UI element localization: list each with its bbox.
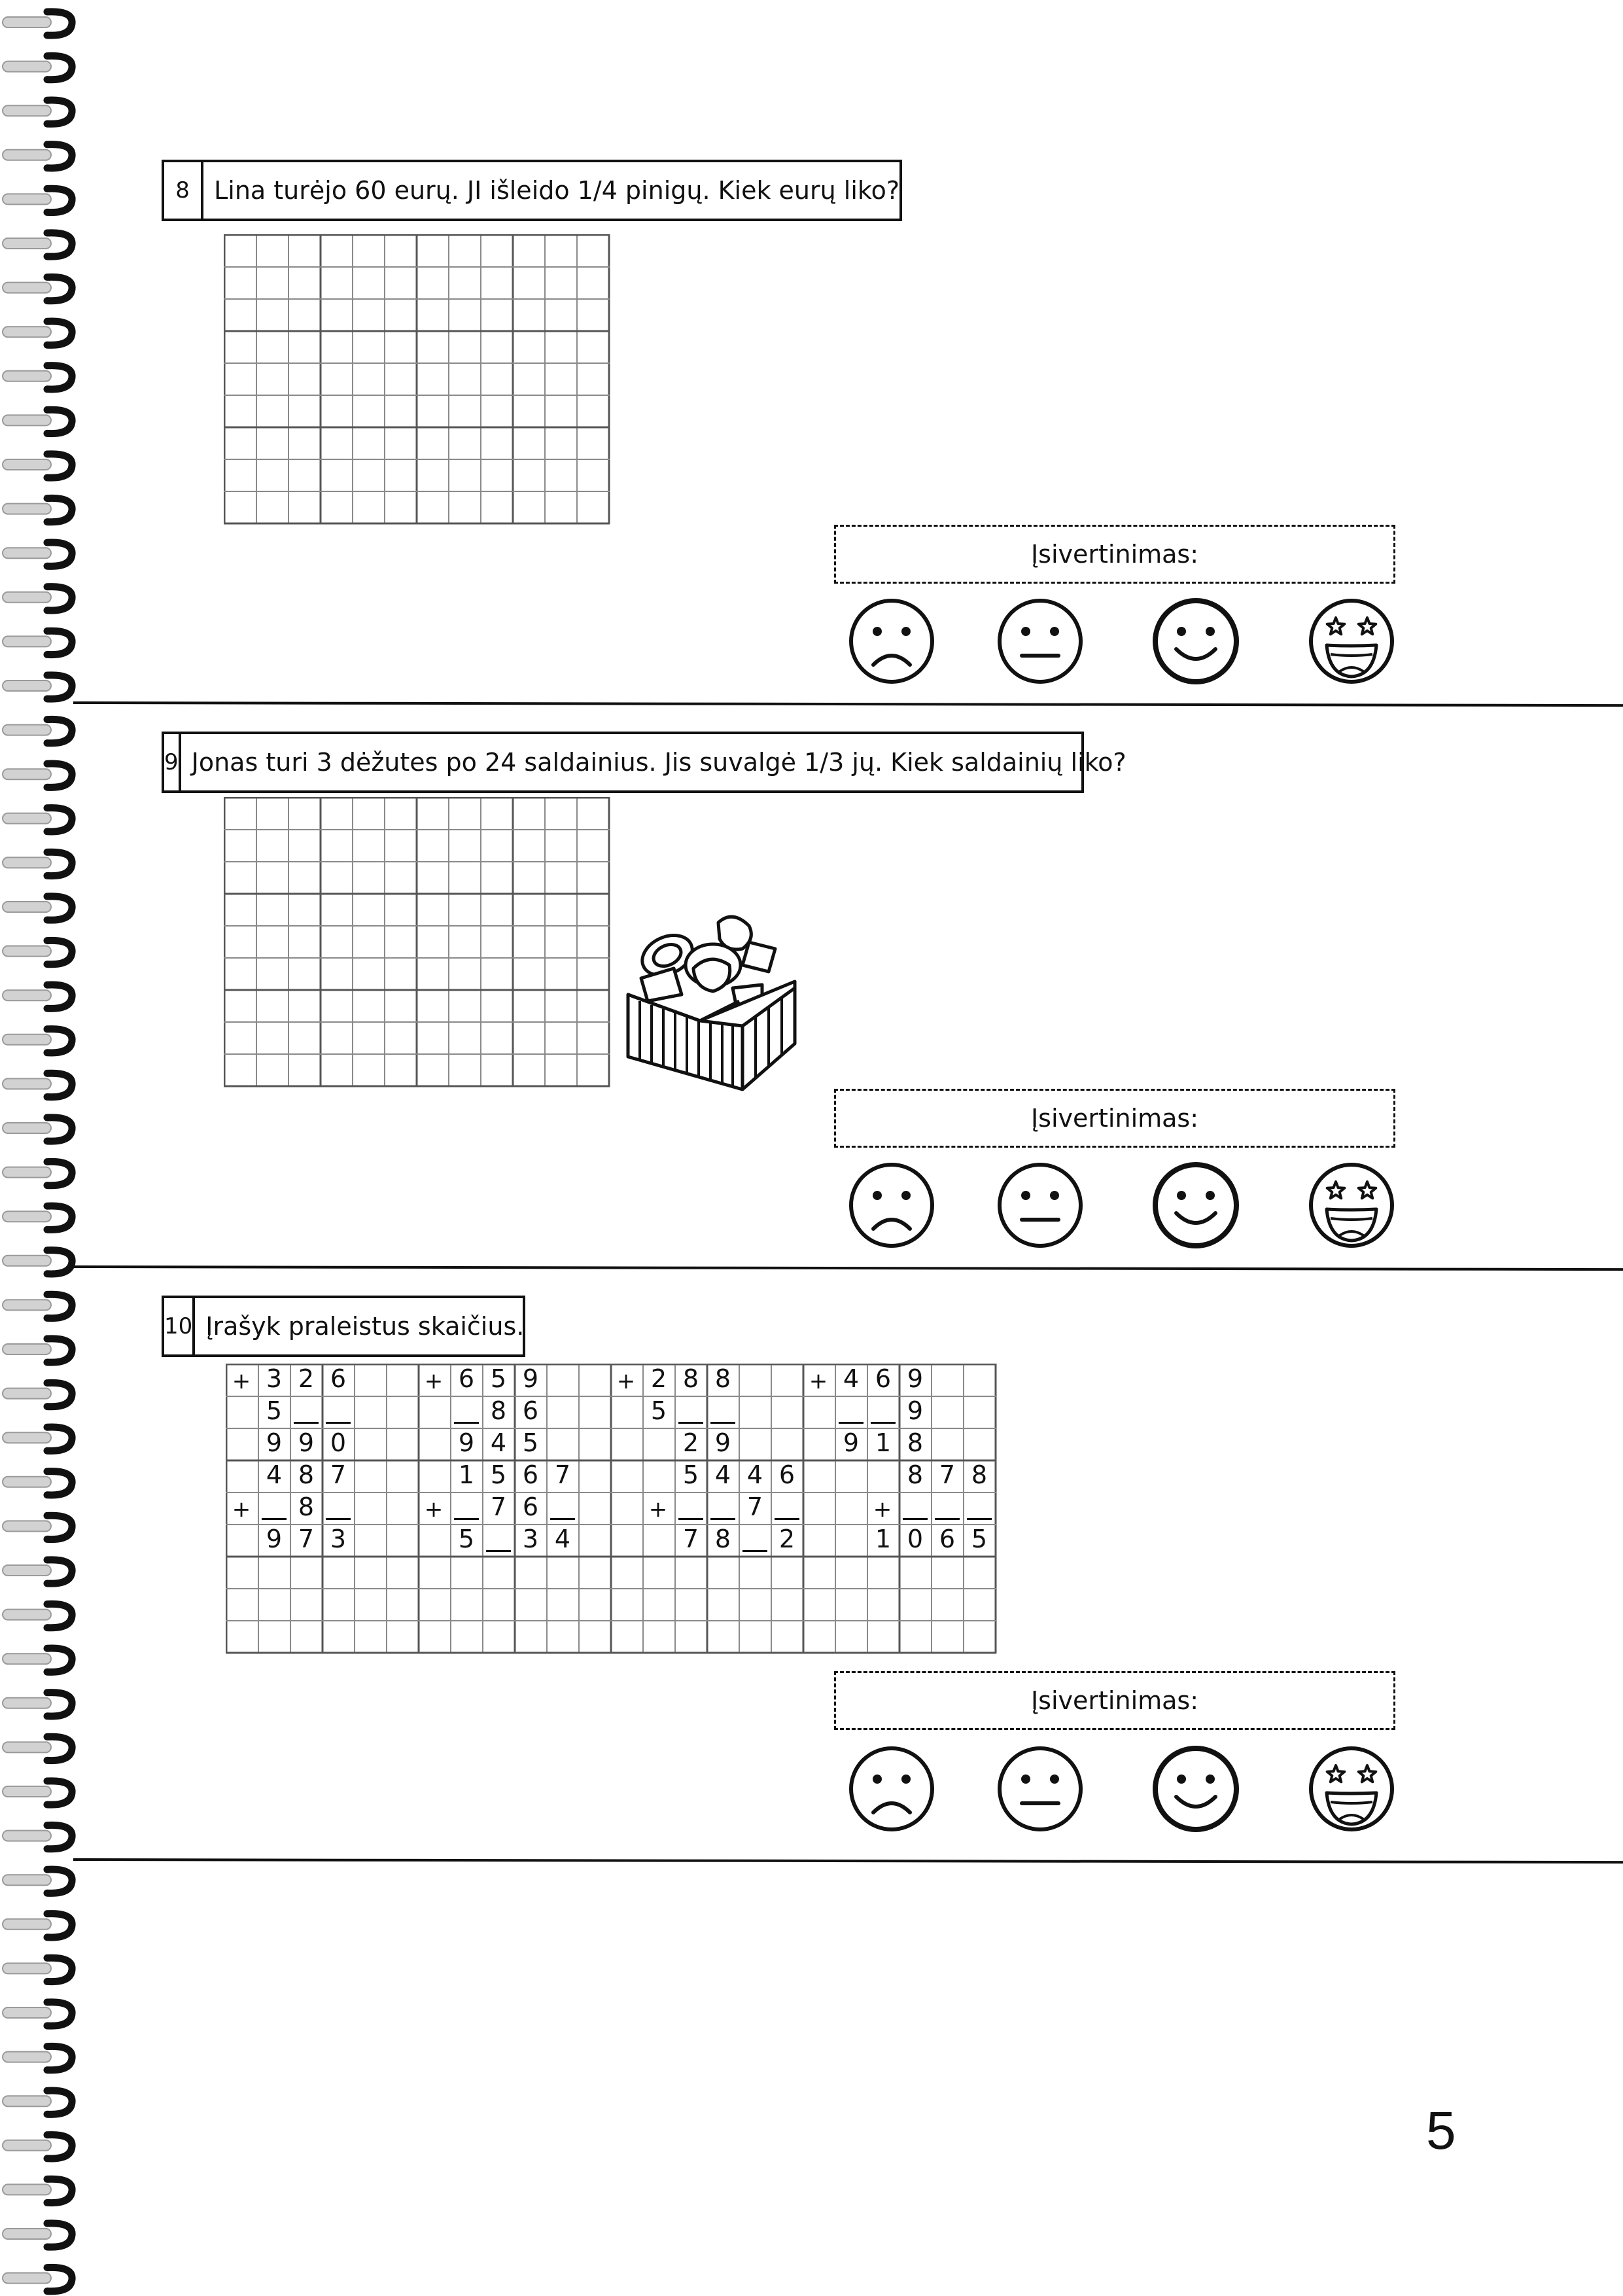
addend-digit: 8 — [971, 1460, 988, 1489]
sum-digit: 9 — [843, 1428, 860, 1457]
spiral-ring-icon — [3, 2002, 72, 2026]
spiral-ring-icon — [3, 2046, 72, 2070]
spiral-ring-icon — [3, 1427, 72, 1451]
sum-digit: 2 — [778, 1525, 795, 1553]
sum-digit: 6 — [939, 1525, 956, 1553]
blank-digit[interactable] — [871, 1422, 896, 1424]
plus-sign: + — [232, 1368, 251, 1394]
sad-face-icon[interactable] — [846, 1743, 937, 1835]
star-eyes-face-icon[interactable] — [1306, 1743, 1397, 1835]
task-text: Jonas turi 3 dėžutes po 24 saldainius. Jis suvalgė 1/3 jų. Kiek saldainių liko? — [191, 748, 1126, 777]
sum-digit: 9 — [458, 1428, 475, 1457]
addend-digit: 4 — [266, 1460, 283, 1489]
spiral-ring-icon — [3, 542, 72, 566]
section-divider — [73, 701, 1623, 707]
sum-digit: 4 — [490, 1428, 507, 1457]
sum-digit: 9 — [298, 1428, 315, 1457]
spiral-ring-icon — [3, 587, 72, 610]
task-number: 9 — [164, 734, 181, 790]
sum-digit: 1 — [875, 1525, 892, 1553]
self-assessment-box: Įsivertinimas: — [834, 1089, 1395, 1148]
spiral-ring-icon — [3, 764, 72, 787]
neutral-face-icon[interactable] — [994, 1743, 1086, 1835]
spiral-ring-icon — [3, 1161, 72, 1185]
blank-digit[interactable] — [294, 1422, 319, 1424]
spiral-ring-icon — [3, 1914, 72, 1937]
sum-digit: 8 — [907, 1428, 924, 1457]
spiral-ring-icon — [3, 321, 72, 345]
plus-sign: + — [424, 1368, 444, 1394]
addend-digit: 7 — [490, 1492, 507, 1521]
spiral-ring-icon — [3, 1693, 72, 1716]
smile-face-icon[interactable] — [1150, 1159, 1242, 1251]
addend-digit: 6 — [522, 1396, 539, 1425]
spiral-ring-icon — [3, 852, 72, 875]
spiral-ring-icon — [3, 1294, 72, 1318]
blank-digit[interactable] — [454, 1422, 479, 1424]
neutral-face-icon[interactable] — [994, 1159, 1086, 1251]
addend-digit: 4 — [843, 1364, 860, 1393]
addend-digit: 8 — [298, 1492, 315, 1521]
squared-grid[interactable] — [224, 234, 612, 525]
spiral-ring-icon — [3, 1958, 72, 1981]
star-eyes-face-icon[interactable] — [1306, 595, 1397, 687]
smile-face-icon[interactable] — [1150, 595, 1242, 687]
spiral-ring-icon — [3, 1339, 72, 1362]
sum-digit: 0 — [330, 1428, 347, 1457]
spiral-ring-icon — [3, 277, 72, 300]
addend-digit: 7 — [330, 1460, 347, 1489]
self-assessment-box: Įsivertinimas: — [834, 525, 1395, 584]
spiral-ring-icon — [3, 145, 72, 168]
task-number: 10 — [164, 1298, 195, 1354]
plus-sign: + — [873, 1496, 892, 1523]
addend-digit: 6 — [522, 1460, 539, 1489]
addend-digit: 6 — [778, 1460, 795, 1489]
spiral-ring-icon — [3, 1472, 72, 1495]
spiral-ring-icon — [3, 1383, 72, 1406]
addend-digit: 7 — [939, 1460, 956, 1489]
blank-digit[interactable] — [839, 1422, 864, 1424]
addend-digit: 4 — [746, 1460, 763, 1489]
addend-digit: 7 — [746, 1492, 763, 1521]
spiral-ring-icon — [3, 188, 72, 212]
candy-box-illustration — [621, 903, 798, 1093]
addend-digit: 8 — [682, 1364, 699, 1393]
blank-digit[interactable] — [742, 1550, 767, 1552]
smile-face-icon[interactable] — [1150, 1743, 1242, 1835]
spiral-ring-icon — [3, 631, 72, 654]
addend-digit: 6 — [522, 1492, 539, 1521]
section-divider — [73, 1858, 1623, 1863]
addend-digit: 2 — [650, 1364, 667, 1393]
sum-digit: 9 — [266, 1525, 283, 1553]
sum-digit: 0 — [907, 1525, 924, 1553]
neutral-face-icon[interactable] — [994, 595, 1086, 687]
spiral-ring-icon — [3, 366, 72, 389]
task-10-box — [162, 1296, 525, 1357]
spiral-ring-icon — [3, 896, 72, 920]
addend-digit: 5 — [682, 1460, 699, 1489]
addend-digit: 8 — [490, 1396, 507, 1425]
sad-face-icon[interactable] — [846, 595, 937, 687]
addend-digit: 8 — [714, 1364, 731, 1393]
sum-digit: 3 — [522, 1525, 539, 1553]
blank-digit[interactable] — [326, 1518, 351, 1520]
addend-digit: 9 — [907, 1396, 924, 1425]
sum-digit: 9 — [266, 1428, 283, 1457]
plus-sign: + — [616, 1368, 636, 1394]
addend-digit: 9 — [907, 1364, 924, 1393]
addend-digit: 2 — [298, 1364, 315, 1393]
blank-digit[interactable] — [550, 1518, 575, 1520]
spiral-ring-icon — [3, 454, 72, 478]
addend-digit: 5 — [266, 1396, 283, 1425]
blank-digit[interactable] — [710, 1422, 735, 1424]
spiral-ring-icon — [3, 985, 72, 1008]
blank-digit[interactable] — [903, 1518, 928, 1520]
spiral-ring-icon — [3, 808, 72, 832]
task-8-box — [162, 160, 902, 221]
spiral-ring-icon — [3, 675, 72, 699]
section-divider — [73, 1265, 1623, 1271]
spiral-ring-icon — [3, 719, 72, 743]
spiral-ring-icon — [3, 1825, 72, 1848]
blank-digit[interactable] — [326, 1422, 351, 1424]
addend-digit: 6 — [330, 1364, 347, 1393]
blank-digit[interactable] — [967, 1518, 992, 1520]
addend-digit: 6 — [458, 1364, 475, 1393]
addend-digit: 7 — [554, 1460, 571, 1489]
spiral-ring-icon — [3, 233, 72, 256]
spiral-ring-icon — [3, 1073, 72, 1097]
sum-digit: 9 — [714, 1428, 731, 1457]
plus-sign: + — [232, 1496, 251, 1523]
spiral-ring-icon — [3, 12, 72, 35]
addend-digit: 8 — [298, 1460, 315, 1489]
spiral-ring-icon — [3, 2091, 72, 2114]
spiral-ring-icon — [3, 2267, 72, 2291]
spiral-ring-icon — [3, 2179, 72, 2202]
plus-sign: + — [424, 1496, 444, 1523]
spiral-ring-icon — [3, 1515, 72, 1539]
spiral-ring-icon — [3, 1737, 72, 1760]
addend-digit: 3 — [266, 1364, 283, 1393]
spiral-ring-icon — [3, 1250, 72, 1274]
plus-sign: + — [648, 1496, 668, 1523]
sum-digit: 1 — [875, 1428, 892, 1457]
blank-digit[interactable] — [454, 1518, 479, 1520]
sum-digit: 8 — [714, 1525, 731, 1553]
sum-digit: 5 — [971, 1525, 988, 1553]
addend-digit: 5 — [490, 1364, 507, 1393]
spiral-ring-icon — [3, 2135, 72, 2159]
squared-grid[interactable] — [224, 797, 612, 1087]
task-text: Lina turėjo 60 eurų. JI išleido 1/4 pinigų. Kiek eurų liko? — [214, 176, 899, 205]
self-assessment-box: Įsivertinimas: — [834, 1671, 1395, 1730]
spiral-ring-icon — [3, 1781, 72, 1805]
spiral-ring-icon — [3, 1604, 72, 1627]
addend-digit: 4 — [714, 1460, 731, 1489]
spiral-ring-icon — [3, 1206, 72, 1229]
blank-digit[interactable] — [486, 1550, 511, 1552]
spiral-ring-icon — [3, 1560, 72, 1583]
addend-digit: 6 — [875, 1364, 892, 1393]
spiral-ring-icon — [3, 410, 72, 433]
blank-digit[interactable] — [678, 1518, 703, 1520]
page-number: 5 — [1426, 2101, 1456, 2161]
blank-digit[interactable] — [710, 1518, 735, 1520]
addend-digit: 5 — [650, 1396, 667, 1425]
spiral-ring-icon — [3, 1118, 72, 1141]
sum-digit: 5 — [522, 1428, 539, 1457]
sad-face-icon[interactable] — [846, 1159, 937, 1251]
spiral-ring-icon — [3, 498, 72, 521]
sum-digit: 7 — [682, 1525, 699, 1553]
sum-digit: 7 — [298, 1525, 315, 1553]
addend-digit: 5 — [490, 1460, 507, 1489]
blank-digit[interactable] — [678, 1422, 703, 1424]
task-number: 8 — [164, 162, 203, 219]
plus-sign: + — [809, 1368, 828, 1394]
spiral-ring-icon — [3, 2223, 72, 2247]
spiral-binding — [0, 0, 85, 2296]
sum-digit: 4 — [554, 1525, 571, 1553]
task-text: Įrašyk praleistus skaičius. — [205, 1312, 525, 1341]
addend-digit: 9 — [522, 1364, 539, 1393]
spiral-ring-icon — [3, 1029, 72, 1053]
task-9-box — [162, 732, 1126, 793]
star-eyes-face-icon[interactable] — [1306, 1159, 1397, 1251]
sum-digit: 5 — [458, 1525, 475, 1553]
addend-digit: 8 — [907, 1460, 924, 1489]
blank-digit[interactable] — [935, 1518, 960, 1520]
blank-digit[interactable] — [775, 1518, 799, 1520]
spiral-ring-icon — [3, 1648, 72, 1672]
addend-digit: 1 — [458, 1460, 475, 1489]
blank-digit[interactable] — [262, 1518, 287, 1520]
sum-digit: 2 — [682, 1428, 699, 1457]
sum-digit: 3 — [330, 1525, 347, 1553]
spiral-ring-icon — [3, 940, 72, 964]
spiral-ring-icon — [3, 1869, 72, 1893]
spiral-ring-icon — [3, 56, 72, 79]
spiral-ring-icon — [3, 100, 72, 124]
